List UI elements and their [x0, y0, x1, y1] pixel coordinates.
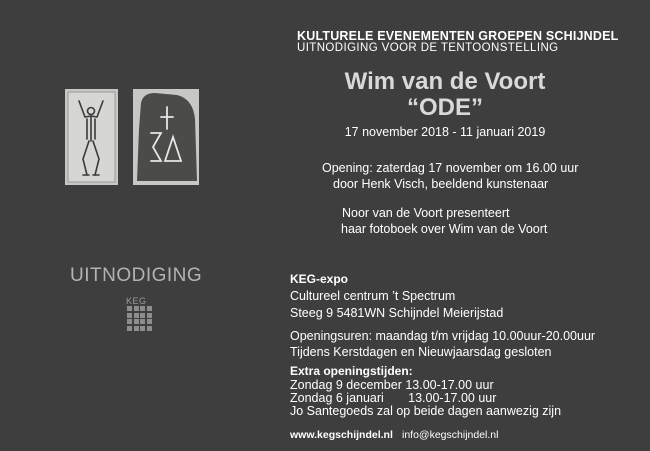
- email-link[interactable]: info@kegschijndel.nl: [402, 429, 499, 441]
- dancing-figure-artwork: [65, 89, 118, 185]
- opening-hours-line-1: Openingsuren: maandag t/m vrijdag 10.00uur-20.00uur: [290, 329, 596, 343]
- exhibition-dates: 17 november 2018 - 11 januari 2019: [344, 125, 546, 139]
- opening-hours-line-2: Tijdens Kerstdagen en Nieuwjaarsdag gesloten: [290, 345, 552, 359]
- opening-line-1: Opening: zaterdag 17 november om 16.00 uur: [322, 161, 579, 175]
- artist-name: Wim van de Voort: [344, 68, 546, 95]
- exhibition-title: “ODE”: [406, 94, 483, 121]
- invitation-heading: UITNODIGING: [70, 265, 203, 286]
- extra-hours-line-3: Jo Santegoeds zal op beide dagen aanwezig zijn: [290, 404, 562, 418]
- keg-logo-icon: [127, 306, 152, 331]
- figure-drawing-icon: [65, 89, 118, 185]
- website-link[interactable]: www.kegschijndel.nl: [290, 429, 393, 441]
- organization-name: KULTURELE EVENEMENTEN GROEPEN SCHIJNDEL: [297, 29, 619, 43]
- book-presentation-line-1: Noor van de Voort presenteert: [342, 206, 510, 220]
- stone-symbols-icon: [133, 89, 199, 185]
- opening-line-2: door Henk Visch, beeldend kunstenaar: [333, 177, 549, 191]
- venue-title: KEG-expo: [290, 272, 349, 286]
- extra-hours-line-1: Zondag 9 december 13.00-17.00 uur: [290, 378, 494, 392]
- keg-logo-text: KEG: [126, 296, 147, 306]
- extra-hours-line-2: Zondag 6 januari 13.00-17.00 uur: [290, 391, 497, 405]
- extra-hours-title: Extra openingstijden:: [290, 364, 413, 378]
- venue-address-line-2: Steeg 9 5481WN Schijndel Meierijstad: [290, 306, 504, 320]
- invitation-subtitle: UITNODIGING VOOR DE TENTOONSTELLING: [297, 42, 559, 54]
- symbols-artwork: [133, 89, 199, 185]
- venue-address-line-1: Cultureel centrum ’t Spectrum: [290, 289, 456, 303]
- book-presentation-line-2: haar fotoboek over Wim van de Voort: [341, 222, 548, 236]
